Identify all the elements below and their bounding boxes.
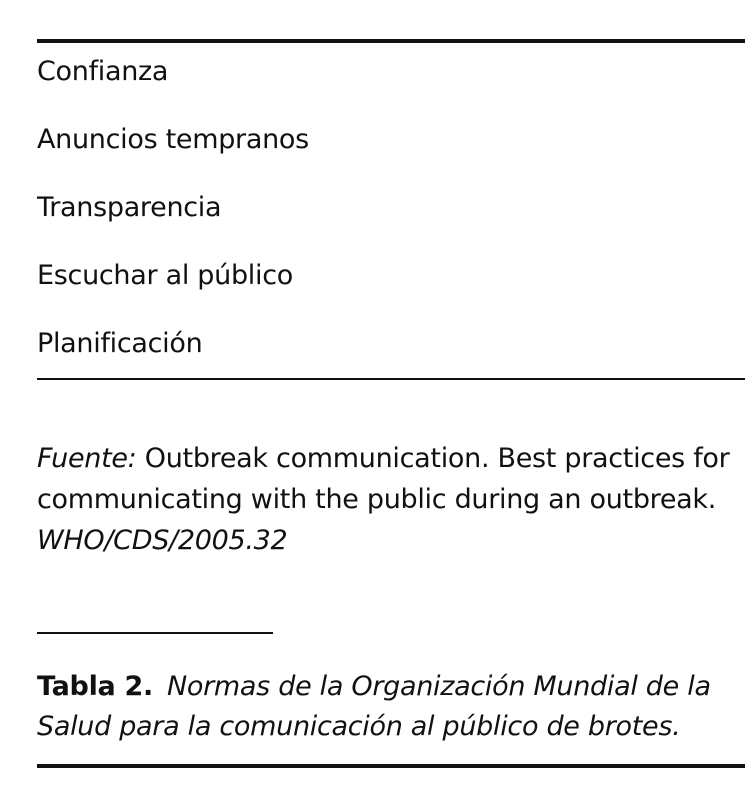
source-note: [37, 438, 737, 561]
caption-bottom-rule: [37, 764, 745, 768]
caption-text: Normas de la Organización Mundial de la Salud para la comunicación al público de brotes.: [37, 671, 711, 742]
source-reference: WHO/CDS/2005.32: [37, 525, 288, 556]
table-row: Confianza: [37, 56, 169, 87]
table-caption: [37, 667, 737, 747]
table-row: Transparencia: [37, 192, 222, 223]
source-label: Fuente:: [37, 443, 137, 474]
source-text: Outbreak communication. Best practices for communicating with the public during an outbreak.: [37, 443, 730, 515]
table-bottom-rule: [37, 378, 745, 380]
table-row: Planificación: [37, 328, 203, 359]
caption-number: Tabla 2.: [37, 671, 154, 702]
table-row: Anuncios tempranos: [37, 124, 309, 155]
standards-table: [37, 50, 745, 390]
caption-separator: [37, 632, 273, 634]
table-top-rule: [37, 39, 745, 43]
table-row: Escuchar al público: [37, 260, 293, 291]
